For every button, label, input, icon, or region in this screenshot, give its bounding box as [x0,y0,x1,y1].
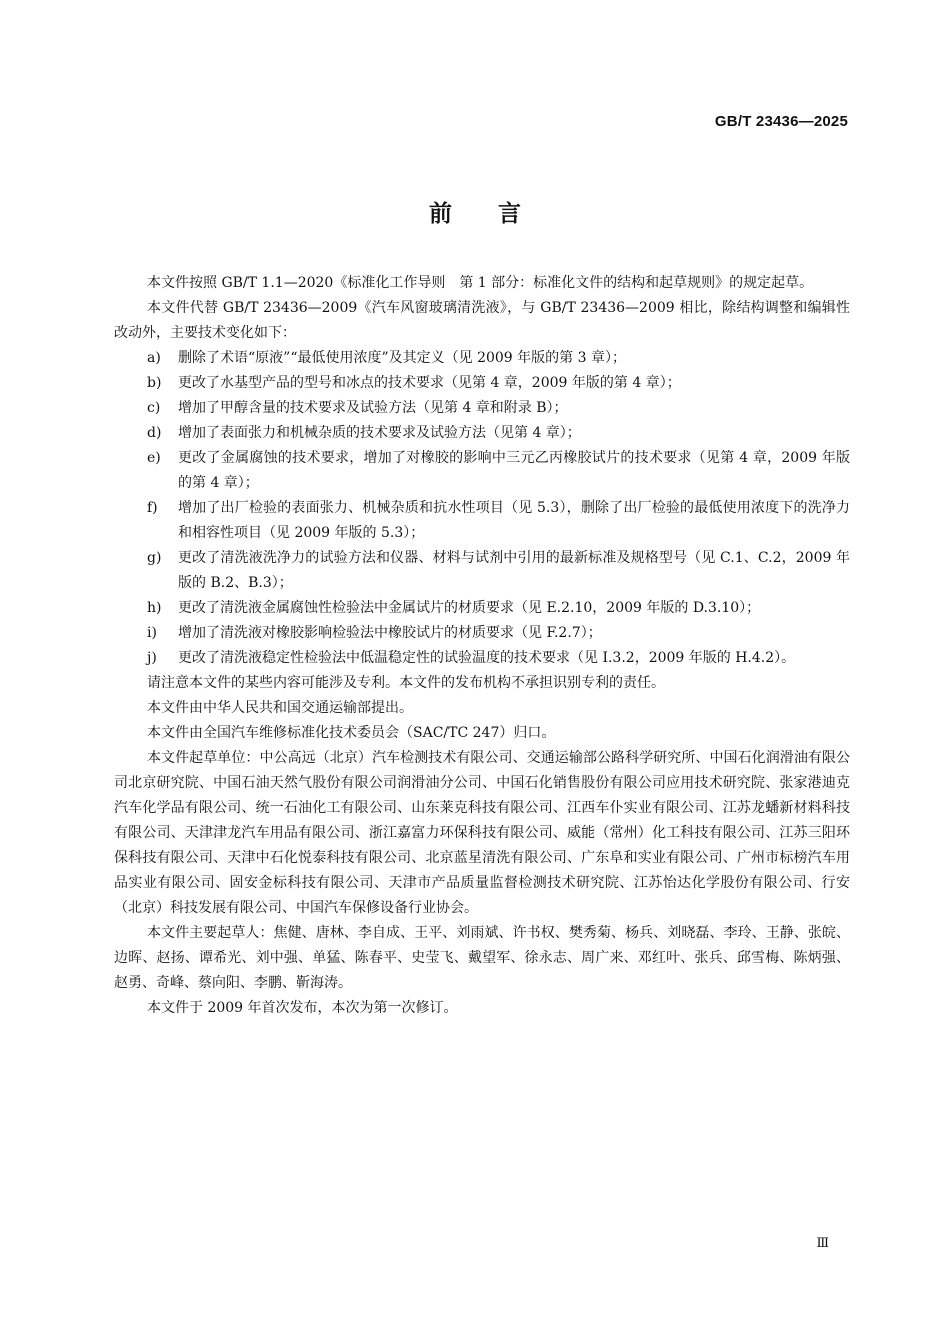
drafters: 本文件主要起草人：焦健、唐林、李自成、王平、刘雨斌、许书权、樊秀菊、杨兵、刘晓磊、李玲、王静、张皖、边晖、赵扬、谭希光、刘中强、单猛、陈春平、史莹飞、戴望军、徐永志、周广来、邓红叶、张兵、邱雪梅、陈炳强、赵勇、奇峰、蔡向阳、李鹏、靳海涛。 [114,925,850,991]
page-title: 前言 [429,201,567,227]
list-item-text: 更改了清洗液金属腐蚀性检验法中金属试片的材质要求（见 E.2.10，2009 年版的 D.3.10）； [178,600,761,616]
list-marker: j) [147,650,157,666]
list-marker: i) [147,625,157,641]
intro-paragraph: 本文件代替 GB/T 23436—2009《汽车风窗玻璃清洗液》，与 GB/T 23436—2009 相比，除结构调整和编辑性改动外，主要技术变化如下： [114,300,850,341]
list-item-text: 更改了金属腐蚀的技术要求，增加了对橡胶的影响中三元乙丙橡胶试片的技术要求（见第 4 章，2009 年版的第 4 章）； [178,450,850,491]
list-marker: c) [147,400,161,416]
list-item [114,346,850,371]
list-item-text: 更改了清洗液洗净力的试验方法和仪器、材料与试剂中引用的最新标准及规格型号（见 C.1、C.2，2009 年版的 B.2、B.3）； [178,550,850,591]
list-marker: e) [147,450,161,466]
page-number: Ⅲ [816,1236,829,1251]
committee-statement: 本文件由全国汽车维修标准化技术委员会（SAC/TC 247）归口。 [147,725,556,741]
list-marker: b) [147,375,162,391]
patent-notice: 请注意本文件的某些内容可能涉及专利。本文件的发布机构不承担识别专利的责任。 [147,675,665,691]
list-item-text: 增加了甲醇含量的技术要求及试验方法（见第 4 章和附录 B）； [178,400,568,416]
list-item [114,446,850,496]
list-item [114,546,850,596]
list-item [114,396,850,421]
drafting-organizations: 本文件起草单位：中公高远（北京）汽车检测技术有限公司、交通运输部公路科学研究所、中国石化润滑油有限公司北京研究院、中国石油天然气股份有限公司润滑油分公司、中国石化销售股份有限公司应用技术研究院、张家港迪克汽车化学品有限公司、统一石油化工有限公司、山东莱克科技有限公司、江西车仆实业有限公司、江苏龙蟠新材料科技有限公司、天津津龙汽车用品有限公司、浙江嘉富力环保科技有限公司、威能（常州）化工科技有限公司、江苏三阳环保科技有限公司、天津中石化悦泰科技有限公司、北京蓝星清洗有限公司、广东阜和实业有限公司、广州市标榜汽车用品实业有限公司、固安金标科技有限公司、天津市产品质量监督检测技术研究院、江苏怡达化学股份有限公司、行安（北京）科技发展有限公司、中国汽车保修设备行业协会。 [114,750,850,916]
revision-history: 本文件于 2009 年首次发布，本次为第一次修订。 [147,1000,458,1016]
list-item [114,646,850,671]
list-marker: d) [147,425,162,441]
list-marker: g) [147,550,162,566]
list-item-text: 增加了表面张力和机械杂质的技术要求及试验方法（见第 4 章）； [178,425,581,441]
document-code: GB/T 23436—2025 [714,113,848,130]
list-item-text: 增加了清洗液对橡胶影响检验法中橡胶试片的材质要求（见 F.2.7）； [178,625,602,641]
list-marker: a) [147,350,161,366]
list-item-text: 更改了清洗液稳定性检验法中低温稳定性的试验温度的技术要求（见 I.3.2，2009 年版的 H.4.2）。 [178,650,796,666]
proposer-statement: 本文件由中华人民共和国交通运输部提出。 [147,700,413,716]
list-marker: f) [147,500,158,516]
foreword-body [114,271,850,1021]
list-item-text: 更改了水基型产品的型号和冰点的技术要求（见第 4 章，2009 年版的第 4 章）； [178,375,681,391]
list-item [114,421,850,446]
list-item-text: 增加了出厂检验的表面张力、机械杂质和抗水性项目（见 5.3），删除了出厂检验的最低使用浓度下的洗净力和相容性项目（见 2009 年版的 5.3）； [178,500,850,541]
list-item [114,621,850,646]
list-item [114,496,850,546]
list-marker: h) [147,600,162,616]
list-item [114,596,850,621]
intro-paragraph: 本文件按照 GB/T 1.1—2020《标准化工作导则 第 1 部分：标准化文件的结构和起草规则》的规定起草。 [147,275,814,291]
list-item [114,371,850,396]
list-item-text: 删除了术语“原液”“最低使用浓度”及其定义（见 2009 年版的第 3 章）； [178,350,626,366]
